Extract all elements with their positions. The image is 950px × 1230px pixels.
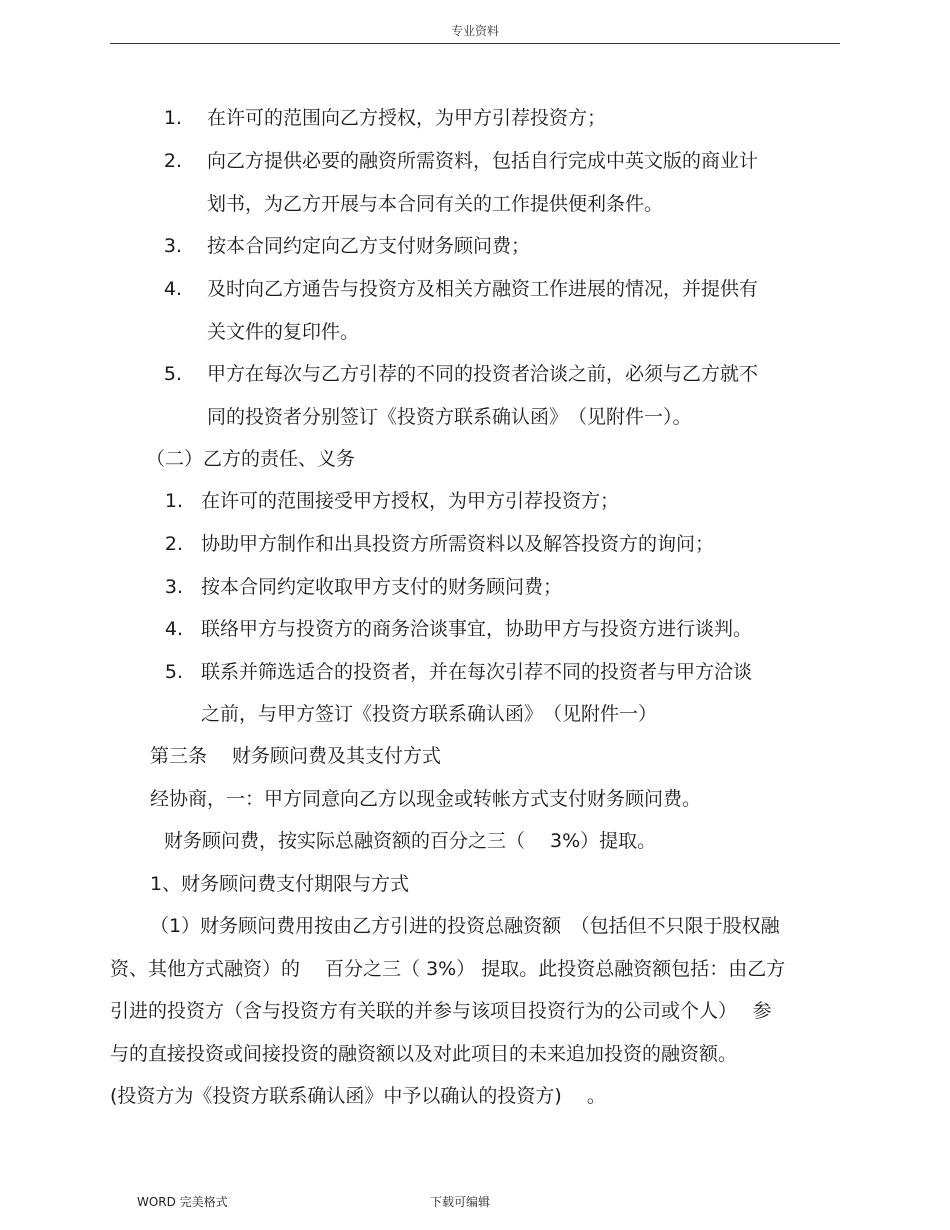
header-divider <box>110 43 840 44</box>
list-item-text: 按本合同约定向乙方支付财务顾问费； <box>207 235 531 257</box>
paragraph: 财务顾问费，按实际总融资额的百分之三（ 3%）提取。 <box>164 830 657 852</box>
list-item-text: 在许可的范围向乙方授权，为甲方引荐投资方； <box>207 107 607 129</box>
list-number: 5. <box>164 661 183 683</box>
list-item-text: 按本合同约定收取甲方支付的财务顾问费； <box>201 576 563 598</box>
list-item-text: 联系并筛选适合的投资者，并在每次引荐不同的投资者与甲方洽谈 <box>201 661 753 683</box>
list-item-text: 协助甲方制作和出具投资方所需资料以及解答投资方的询问； <box>201 533 715 555</box>
paragraph-line: 引进的投资方（含与投资方有关联的并参与该项目投资行为的公司或个人） 参 <box>110 1000 772 1022</box>
section-heading: （二）乙方的责任、义务 <box>146 448 356 470</box>
paragraph-line: 资、其他方式融资）的 百分之三（ 3%） 提取。此投资总融资额包括：由乙方 <box>110 958 786 980</box>
list-item-text: 向乙方提供必要的融资所需资料，包括自行完成中英文版的商业计 <box>207 150 759 172</box>
list-number: 1. <box>163 107 182 129</box>
list-number: 3. <box>164 576 183 598</box>
list-item-text: 及时向乙方通告与投资方及相关方融资工作进展的情况，并提供有 <box>207 278 759 300</box>
list-item-text: 之前，与甲方签订《投资方联系确认函》 （见附件一） <box>201 703 658 725</box>
paragraph-line: （1）财务顾问费用按由乙方引进的投资总融资额 （包括但不只限于股权融 <box>150 915 780 937</box>
list-number: 4. <box>164 618 183 640</box>
list-item-text: 联络甲方与投资方的商务洽谈事宜，协助甲方与投资方进行谈判。 <box>201 618 753 640</box>
page-header: 专业资料 <box>450 24 499 38</box>
list-number: 5. <box>163 363 182 385</box>
list-number: 4. <box>163 278 182 300</box>
article-heading: 第三条 财务顾问费及其支付方式 <box>150 745 442 767</box>
footer-left: WORD 完美格式 <box>137 1195 228 1209</box>
list-item-text: 划书，为乙方开展与本合同有关的工作提供便利条件。 <box>207 193 664 215</box>
footer-center: 下载可编辑 <box>430 1195 491 1209</box>
list-item-text: 甲方在每次与乙方引荐的不同的投资者洽谈之前，必须与乙方就不 <box>207 363 759 385</box>
paragraph: 经协商，一：甲方同意向乙方以现金或转帐方式支付财务顾问费。 <box>150 788 702 810</box>
list-number: 2. <box>163 150 182 172</box>
list-item-text: 同的投资者分别签订《投资方联系确认函》 （见附件一）。 <box>207 406 692 428</box>
list-number: 3. <box>163 235 182 257</box>
list-item-text: 在许可的范围接受甲方授权，为甲方引荐投资方； <box>201 490 620 512</box>
subsection-heading: 1、财务顾问费支付期限与方式 <box>150 873 410 895</box>
list-item-text: 关文件的复印件。 <box>207 321 360 343</box>
list-number: 2. <box>164 533 183 555</box>
list-number: 1. <box>164 490 183 512</box>
paragraph-line: 与的直接投资或间接投资的融资额以及对此项目的未来追加投资的融资额。 <box>110 1043 738 1065</box>
paragraph-line: (投资方为《投资方联系确认函》中予以确认的投资方) 。 <box>110 1085 606 1107</box>
